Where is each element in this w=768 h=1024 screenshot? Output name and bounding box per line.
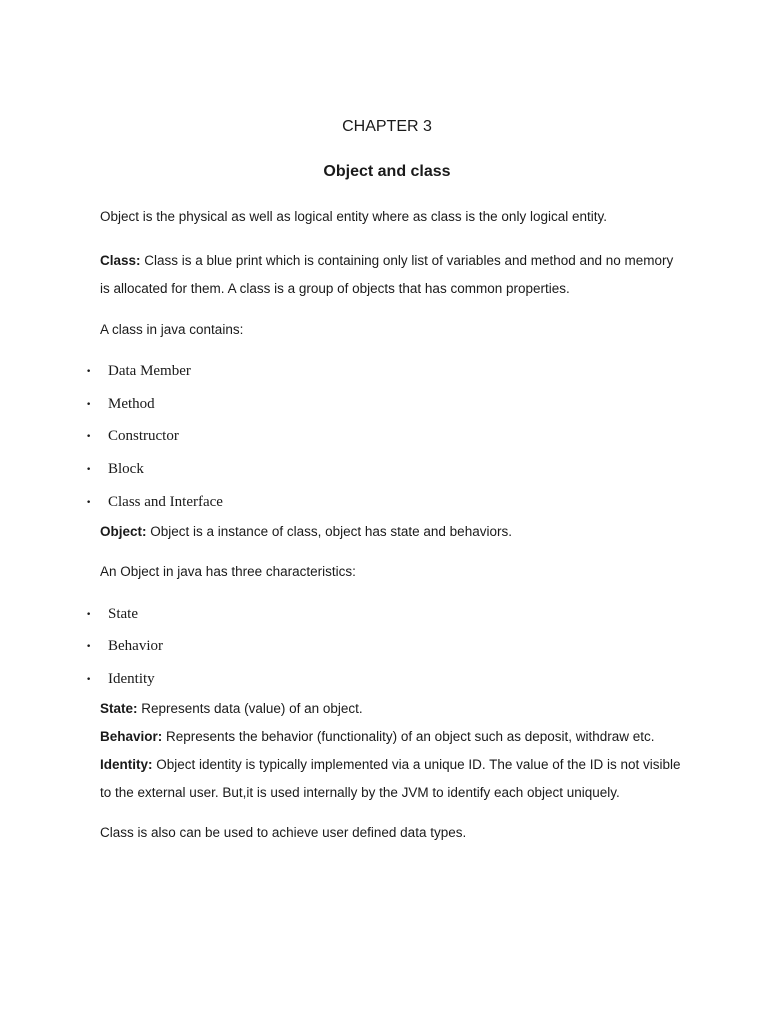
list-item: Constructor: [108, 428, 179, 444]
object-definition-text: Object is a instance of class, object has state and behaviors.: [146, 524, 512, 539]
class-definition-text-1: Class is a blue print which is containing only list of variables and method and no memory: [140, 253, 674, 268]
behavior-definition: [100, 729, 655, 744]
class-definition-line-2: is allocated for them. A class is a group of objects that has common properties.: [100, 281, 570, 296]
section-title: Object and class: [323, 163, 451, 180]
bullet-icon: •: [86, 367, 92, 377]
list-item: Method: [108, 396, 155, 412]
list-item: Class and Interface: [108, 494, 223, 510]
bullet-icon: •: [86, 400, 92, 410]
object-label: Object:: [100, 524, 147, 539]
object-definition: [100, 524, 512, 539]
list-item: Block: [108, 461, 144, 477]
chapter-heading: CHAPTER 3: [342, 118, 432, 135]
state-definition-text: Represents data (value) of an object.: [137, 701, 363, 716]
identity-label: Identity:: [100, 757, 153, 772]
bullet-icon: •: [86, 432, 92, 442]
bullet-icon: •: [86, 498, 92, 508]
class-contains-intro: A class in java contains:: [100, 322, 244, 337]
list-item: State: [108, 606, 138, 622]
identity-definition-line-2: to the external user. But,it is used internally by the JVM to identify each object uniquely.: [100, 785, 620, 800]
list-item: Identity: [108, 671, 155, 687]
object-chars-intro: An Object in java has three characteristics:: [100, 564, 356, 579]
class-label: Class:: [100, 253, 141, 268]
identity-definition-text-1: Object identity is typically implemented via a unique ID. The value of the ID is not visible: [152, 757, 681, 772]
state-definition: [100, 701, 363, 716]
list-item: Data Member: [108, 363, 191, 379]
bullet-icon: •: [86, 675, 92, 685]
bullet-icon: •: [86, 610, 92, 620]
behavior-label: Behavior:: [100, 729, 163, 744]
intro-paragraph: Object is the physical as well as logical entity where as class is the only logical entity.: [100, 209, 607, 224]
identity-definition-line-1: [100, 757, 681, 772]
closing-paragraph: Class is also can be used to achieve user defined data types.: [100, 825, 467, 840]
list-item: Behavior: [108, 638, 163, 654]
bullet-icon: •: [86, 642, 92, 652]
class-definition-line-1: [100, 253, 673, 268]
state-label: State:: [100, 701, 138, 716]
behavior-definition-text: Represents the behavior (functionality) of an object such as deposit, withdraw etc.: [162, 729, 655, 744]
bullet-icon: •: [86, 465, 92, 475]
